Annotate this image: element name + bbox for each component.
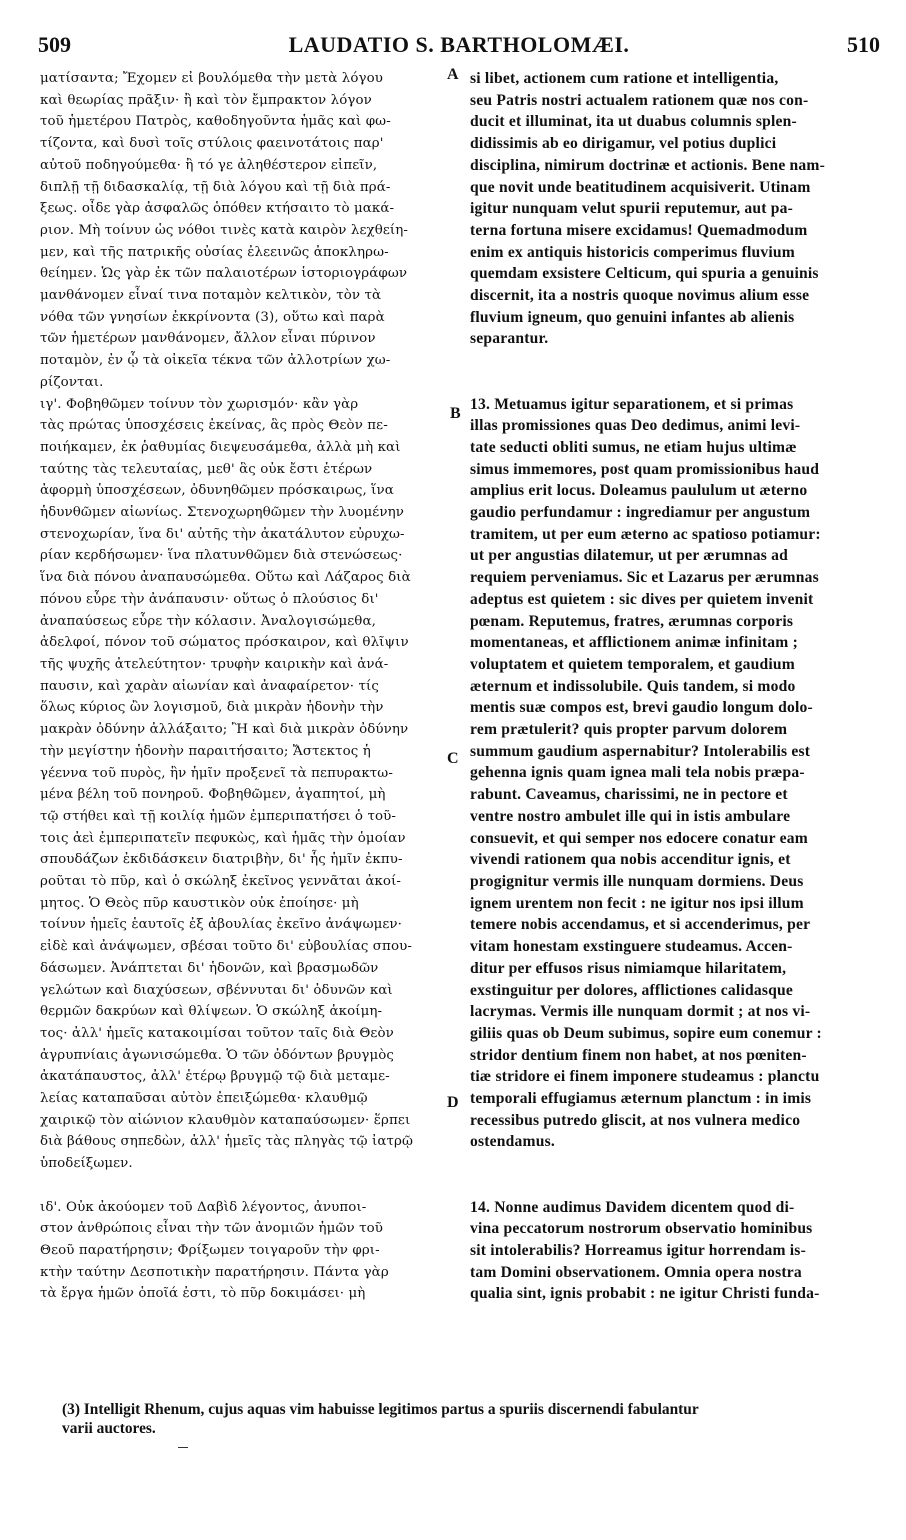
greek-line: λείας καταπαῦσαι αὐτὸν ἐπειξώμεθα· κλαυθμῷ bbox=[40, 1091, 368, 1107]
latin-line: tam Domini observationem. Omnia opera nostra bbox=[470, 1263, 802, 1281]
latin-line: amplius erit locus. Doleamus paululum ut æterno bbox=[470, 482, 808, 500]
greek-line: ρίζονται. bbox=[40, 374, 104, 390]
greek-line: ρίαν κερδήσωμεν· ἵνα πλατυνθῶμεν διὰ στενώσεως· bbox=[40, 548, 403, 564]
latin-line: vina peccatorum nostrorum observatio hominibus bbox=[470, 1220, 813, 1238]
latin-line: gaudio perfundamur : ingrediamur per angustum bbox=[470, 504, 811, 522]
greek-line: ξεως. οἶδε γὰρ ἀσφαλῶς ὁπόθεν κτήσαιτο τὸ μακά- bbox=[40, 201, 395, 217]
latin-blank bbox=[470, 350, 874, 372]
greek-line: ροῦται τὸ πῦρ, καὶ ὁ σκώληξ ἐκεῖνος γεννᾶται ἀκοί- bbox=[40, 874, 402, 890]
latin-line: ut per angustias dilatemur, ut per ærumnas ad bbox=[470, 547, 789, 565]
greek-line: γελώτων καὶ διαχύσεων, σβέννυται δι' ὀδυνῶν καὶ bbox=[40, 982, 393, 998]
margin-letter-b: B bbox=[450, 405, 461, 422]
footnote-line: (3) Intelligit Rhenum, cujus aquas vim habuisse legitimos partus a spuriis discernendi fabulantur bbox=[62, 1401, 699, 1418]
greek-line: τὰ ἔργα ἡμῶν ὁποῖά ἐστι, τὸ πῦρ δοκιμάσει· μὴ bbox=[40, 1286, 366, 1302]
greek-line: μένα βέλη τοῦ πονηροῦ. Φοβηθῶμεν, ἀγαπητοί, μὴ bbox=[40, 787, 386, 803]
greek-line: σπουδάζων ἐκδιδάσκειν διατριβὴν, δι' ἧς ἡμῖν ἐκπυ- bbox=[40, 852, 403, 868]
latin-line: igitur nunquam velut spurii reputemur, aut pa- bbox=[470, 200, 794, 218]
greek-line: διὰ βάθους σηπεδὼν, ἀλλ' ἡμεῖς τὰς πληγὰς τῷ ἰατρῷ bbox=[40, 1134, 413, 1150]
latin-line: ditur per effusos risus nimiamque hilaritatem, bbox=[470, 959, 787, 977]
greek-line: τὴν μεγίστην ἡδονὴν παραιτήσαιτο; Ἄστεκτος ἡ bbox=[40, 743, 371, 759]
margin-letter-a: A bbox=[447, 66, 459, 83]
latin-line: 13. Metuamus igitur separationem, et si primas bbox=[470, 395, 794, 413]
latin-line: requiem perveniamus. Sic et Lazarus per ærumnas bbox=[470, 569, 819, 587]
latin-line: disciplina, nimirum doctrinæ et actionis. Bene nam- bbox=[470, 156, 825, 174]
latin-line: recessibus putredo gliscit, at nos vulnera medico bbox=[470, 1111, 801, 1129]
greek-line: θερμῶν δακρύων καὶ θλίψεων. Ὁ σκώληξ ἀκοίμη- bbox=[40, 1004, 383, 1020]
latin-line: quemdam exsistere Celticum, qui spuria a genuinis bbox=[470, 265, 819, 283]
greek-line: ἀγρυπνίαις ἀγωνισώμεθα. Ὁ τῶν ὀδόντων βρυγμὸς bbox=[40, 1047, 395, 1063]
greek-line: ιδ'. Οὐκ ἀκούομεν τοῦ Δαβὶδ λέγοντος, ἀνυποι- bbox=[40, 1199, 367, 1215]
greek-line: νόθα τῶν γνησίων ἐκκρίνοντα (3), οὕτω καὶ παρὰ bbox=[40, 309, 385, 325]
greek-line: χαιρικῷ τὸν αἰώνιον κλαυθμὸν καταπαύσωμεν· ἕρπει bbox=[40, 1112, 411, 1128]
greek-line: γέεννα τοῦ πυρὸς, ἣν ἡμῖν προξενεῖ τὰ πεπυρακτω- bbox=[40, 765, 393, 781]
latin-line: adeptus est quietem : sic dives per quietem invenit bbox=[470, 590, 814, 608]
running-title: LAUDATIO S. BARTHOLOMÆI. bbox=[288, 32, 630, 57]
latin-line: æternum et indissolubile. Quis tandem, si modo bbox=[470, 677, 796, 695]
latin-line: giliis quas ob Deum subimus, sopire eum conemur : bbox=[470, 1024, 822, 1042]
greek-line: μεν, καὶ τῆς πατρικῆς οὐσίας ἐλεεινῶς ἀποκληρω- bbox=[40, 244, 389, 260]
greek-line: μητος. Ὁ Θεὸς πῦρ καυστικὸν οὐκ ἐποίησε· μὴ bbox=[40, 895, 359, 911]
greek-line: κτὴν ταύτην Δεσποτικὴν παρατήρησιν. Πάντα γὰρ bbox=[40, 1264, 389, 1280]
latin-line: stridor dentium finem non habet, at nos pœniten- bbox=[470, 1046, 807, 1064]
latin-line: fluvium igneum, quo genuini infantes ab alienis bbox=[470, 308, 795, 326]
latin-line: vivendi rationem qua nobis accenditur ignis, et bbox=[470, 851, 791, 869]
greek-line: ἵνα διὰ πόνου ἀναπαυσώμεθα. Οὕτω καὶ Λάζαρος διὰ bbox=[40, 570, 411, 586]
greek-line: τος· ἀλλ' ἡμεῖς κατακοιμίσαι τοῦτον ταῖς διὰ Θεὸν bbox=[40, 1025, 394, 1041]
latin-line: voluptatem et quietem temporalem, et gaudium bbox=[470, 655, 795, 673]
greek-line: τοῦ ἡμετέρου Πατρὸς, καθοδηγοῦντα ἡμᾶς καὶ φω- bbox=[40, 114, 391, 130]
latin-line: consuevit, et qui semper nos edocere conatur eam bbox=[470, 829, 808, 847]
latin-line: progignitur vermis ille nunquam dormiens. Deus bbox=[470, 872, 804, 890]
latin-blank bbox=[470, 1153, 874, 1175]
footnote bbox=[62, 1400, 874, 1438]
latin-line: didissimis ab eo dirigamur, vel potius duplici bbox=[470, 135, 777, 153]
greek-line: ποταμὸν, ἐν ᾧ τὰ οἰκεῖα τέκνα τῶν ἀλλοτρίων χω- bbox=[40, 353, 391, 369]
latin-line: gehenna ignis quam ignea mali tela nobis præpa- bbox=[470, 764, 805, 782]
latin-line: rem prætulerit? quis propter parvum dolorem bbox=[470, 721, 788, 739]
greek-line: στον ἀνθρώποις εἶναι τὴν τῶν ἀνομιῶν ἡμῶν τοῦ bbox=[40, 1221, 384, 1237]
latin-line: si libet, actionem cum ratione et intelligentia, bbox=[470, 70, 779, 87]
greek-line: στενοχωρίαν, ἵνα δι' αὐτῆς τὴν ἀκατάλυτον εὐρυχω- bbox=[40, 526, 405, 542]
greek-line: τὰς πρώτας ὑποσχέσεις ἐκείνας, ἃς πρὸς Θεὸν πε- bbox=[40, 418, 388, 434]
greek-line: ὅλως κύριος ὢν λογισμοῦ, διὰ μικρὰν ἡδονὴν τὴν bbox=[40, 700, 384, 716]
latin-line: momentaneas, et afflictionem animæ infinitam ; bbox=[470, 634, 798, 652]
greek-line: μανθάνομεν εἶναί τινα ποταμὸν κελτικὸν, τὸν τὰ bbox=[40, 288, 382, 304]
greek-line: διπλῇ τῇ διδασκαλίᾳ, τῇ διὰ λόγου καὶ τῇ διὰ πρά- bbox=[40, 179, 391, 195]
latin-line: que novit unde beatitudinem acquisiverit. Utinam bbox=[470, 178, 811, 196]
greek-line: ὑποδείξωμεν. bbox=[40, 1156, 133, 1172]
greek-line: ποιήκαμεν, ἐκ ῥαθυμίας διεψευσάμεθα, ἀλλὰ μὴ καὶ bbox=[40, 439, 401, 455]
latin-line: ducit et illuminat, ita ut duabus columnis splen- bbox=[470, 113, 797, 131]
greek-line: ριον. Μὴ τοίνυν ὡς νόθοι τινὲς κατὰ καιρὸν λεχθείη- bbox=[40, 222, 409, 238]
footnote-line: varii auctores. bbox=[62, 1420, 156, 1437]
latin-line: sit intolerabilis? Horreamus igitur horrendam is- bbox=[470, 1241, 806, 1259]
latin-line: summum gaudium aspernabitur? Intolerabilis est bbox=[470, 742, 811, 760]
latin-line: qualia sint, ignis probabit : ne igitur Christi funda- bbox=[470, 1285, 820, 1303]
margin-letter-d: D bbox=[447, 1094, 459, 1111]
latin-line: tramitem, ut per eum æterno ac spatioso potiamur: bbox=[470, 525, 821, 543]
greek-blank bbox=[40, 1175, 442, 1197]
latin-line: enim ex antiquis historicis comperimus fluvium bbox=[470, 243, 795, 261]
greek-line: ἀναπαύσεως εὗρε τὴν κόλασιν. Ἀναλογισώμεθα, bbox=[40, 613, 376, 629]
page-number-left: 509 bbox=[38, 32, 71, 57]
greek-line: τοίνυν ἡμεῖς ἑαυτοῖς ἐξ ἀβουλίας ἐκεῖνο ἀνάψωμεν· bbox=[40, 917, 403, 933]
divider-mark bbox=[178, 1447, 188, 1448]
greek-line: ἀκατάπαυστος, ἀλλ' ἑτέρῳ βρυγμῷ τῷ διὰ μεταμε- bbox=[40, 1069, 390, 1085]
greek-line: τῶν ἡμετέρων μανθάνομεν, ἄλλον εἶναι πύρινον bbox=[40, 331, 376, 347]
greek-line: τῷ στήθει καὶ τῇ κοιλίᾳ ἡμῶν ἐμπεριπατήσει ὁ τοῦ- bbox=[40, 808, 396, 824]
greek-line: τίζοντα, καὶ δυσὶ τοῖς στύλοις φαεινοτάτοις παρ' bbox=[40, 136, 384, 152]
latin-line: pœnam. Reputemus, fratres, ærumnas corporis bbox=[470, 612, 794, 630]
running-header bbox=[38, 32, 880, 62]
latin-line: seu Patris nostri actualem rationem quæ nos con- bbox=[470, 91, 809, 109]
greek-line: ματίσαντα; Ἔχομεν εἰ βουλόμεθα τὴν μετὰ λόγου bbox=[40, 71, 384, 86]
latin-line: exstinguitur per dolores, afflictiones calidasque bbox=[470, 981, 793, 999]
greek-line: εἰδὲ καὶ ἀνάψωμεν, σβέσαι τοῦτο δι' εὐβουλίας σπου- bbox=[40, 939, 412, 955]
latin-line: ventre nostro ambulet ille qui in istis ambulare bbox=[470, 807, 791, 825]
greek-line: αὐτοῦ ποδηγούμεθα· ἢ τό γε ἀληθέστερον εἰπεῖν, bbox=[40, 157, 378, 173]
greek-column bbox=[40, 68, 442, 1305]
greek-line: θείημεν. Ὡς γὰρ ἐκ τῶν παλαιοτέρων ἱστοριογράφων bbox=[40, 266, 408, 282]
latin-line: lacrymas. Vermis ille nunquam dormit ; at nos vi- bbox=[470, 1003, 811, 1021]
latin-line: tiæ stridore ei finem imponere studeamus : planctu bbox=[470, 1068, 820, 1086]
greek-line: ἡδυνθῶμεν αἰωνίως. Στενοχωρηθῶμεν τὴν λυομένην bbox=[40, 505, 404, 521]
latin-line: terna fortuna misere excidamus! Quemadmodum bbox=[470, 221, 808, 239]
greek-line: ιγ'. Φοβηθῶμεν τοίνυν τὸν χωρισμόν· κἂν γὰρ bbox=[40, 396, 359, 412]
latin-line: 14. Nonne audimus Davidem dicentem quod di- bbox=[470, 1198, 795, 1216]
latin-line: discernit, ita a nostris quoque novimus alium esse bbox=[470, 287, 810, 305]
latin-column bbox=[470, 68, 874, 1305]
latin-line: simus immemores, post quam promissionibus haud bbox=[470, 460, 820, 478]
greek-line: παυσιν, καὶ χαρὰν αἰωνίαν καὶ ἀναφαίρετον· τίς bbox=[40, 678, 379, 694]
greek-line: ταύτης τὰς τελευταίας, μεθ' ἃς οὐκ ἔστι ἑτέρων bbox=[40, 461, 373, 477]
greek-line: Θεοῦ παρατήρησιν; Φρίξωμεν τοιγαροῦν τὴν φρι- bbox=[40, 1242, 380, 1258]
latin-line: temporali effugiamus æternum planctum : in imis bbox=[470, 1090, 812, 1108]
greek-line: τῆς ψυχῆς ἀτελεύτητον· τρυφὴν καιρικὴν καὶ ἀνά- bbox=[40, 656, 389, 672]
latin-line: ostendamus. bbox=[470, 1133, 555, 1151]
latin-blank bbox=[470, 1175, 874, 1197]
greek-line: τοις ἀεὶ ἐμπεριπατεῖν πεφυκὼς, καὶ ἡμᾶς τὴν ὁμοίαν bbox=[40, 830, 406, 846]
greek-line: δάσωμεν. Ἀνάπτεται δι' ἡδονῶν, καὶ βρασμωδῶν bbox=[40, 960, 379, 976]
latin-line: separantur. bbox=[470, 330, 549, 348]
latin-line: vitam honestam exstinguere studeamus. Accen- bbox=[470, 938, 793, 956]
latin-blank bbox=[470, 372, 874, 394]
greek-line: πόνου εὗρε τὴν ἀνάπαυσιν· οὕτως ὁ πλούσιος δι' bbox=[40, 591, 379, 607]
latin-line: temere nobis accendamus, et si accenderimus, per bbox=[470, 916, 811, 934]
greek-line: καὶ θεωρίας πρᾶξιν· ἢ καὶ τὸν ἔμπρακτον λόγον bbox=[40, 92, 372, 108]
greek-line: μακρὰν ὀδύνην ἀλλάξαιτο; Ἢ καὶ διὰ μικρὰν ὀδύνην bbox=[40, 722, 409, 738]
latin-line: rabunt. Caveamus, charissimi, ne in pectore et bbox=[470, 786, 788, 804]
latin-line: illas promissiones quas Deo dedimus, animi levi- bbox=[470, 417, 801, 435]
latin-line: mentis suæ compos est, brevi gaudio longum dolo- bbox=[470, 699, 813, 717]
latin-line: ignem urentem non fecit : ne igitur nos ipsi illum bbox=[470, 894, 804, 912]
latin-line: tate seducti obliti sumus, ne etiam hujus ultimæ bbox=[470, 438, 797, 456]
margin-letter-c: C bbox=[447, 750, 459, 767]
greek-line: ἀδελφοί, πόνον τοῦ σώματος πρόσκαιρον, καὶ θλῖψιν bbox=[40, 635, 409, 651]
page-number-right: 510 bbox=[847, 32, 880, 57]
greek-line: ἀφορμὴ ὑποσχέσεων, ὀδυνηθῶμεν πρόσκαιρως, ἵνα bbox=[40, 483, 394, 499]
